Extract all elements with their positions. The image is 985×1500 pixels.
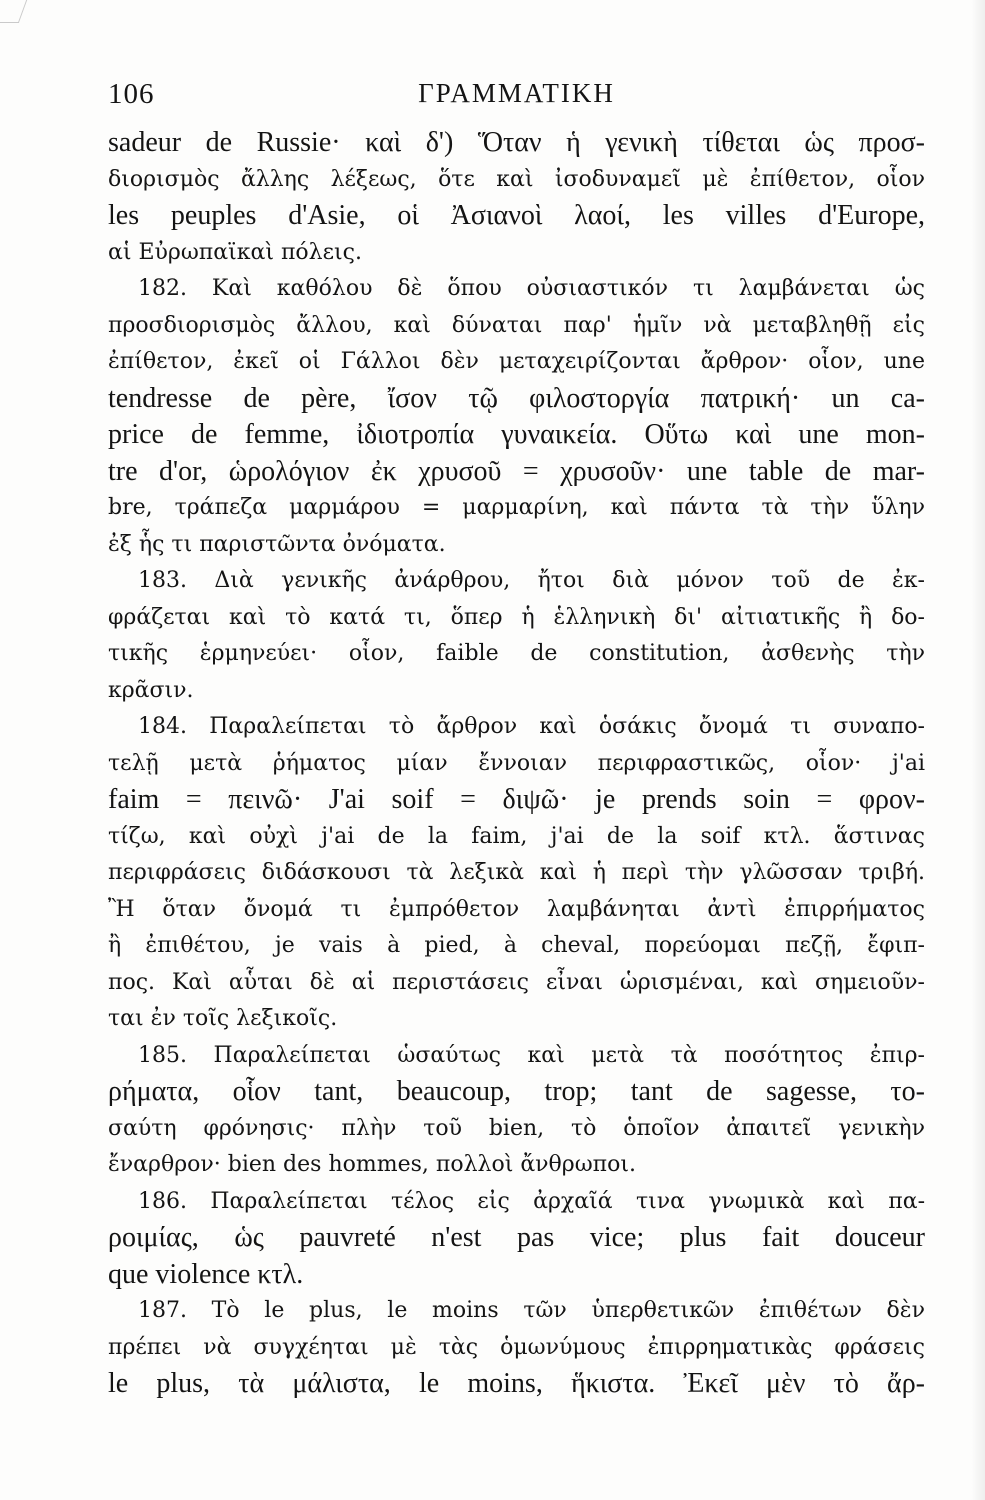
text-line: σαύτη φρόνησις· πλὴν τοῦ bien, τὸ ὁποῖον ἀπαιτεῖ γενικὴν: [108, 1115, 925, 1141]
text-line: faim = πεινῶ· J'ai soif = διψῶ· je prends soin = φρον-: [108, 784, 925, 815]
paragraph-185-start: 185. Παραλείπεται ὡσαύτως καὶ μετὰ τὰ ποσότητος ἐπιρ-: [138, 1042, 925, 1068]
text-line: περιφράσεις διδάσκουσι τὰ λεξικὰ καὶ ἡ περὶ τὴν γλῶσσαν τριβή.: [108, 860, 925, 885]
text-line: διορισμὸς ἄλλης λέξεως, ὅτε καὶ ἰσοδυναμεῖ μὲ ἐπίθετον, οἷον: [108, 166, 925, 192]
text-line: προσδιορισμὸς ἄλλου, καὶ δύναται παρ' ἡμῖν νὰ μεταβληθῇ εἰς: [108, 312, 925, 338]
text-line: que violence κτλ.: [108, 1258, 304, 1290]
paragraph-186-start: 186. Παραλείπεται τέλος εἰς ἀρχαῖά τινα γνωμικὰ καὶ πα-: [138, 1188, 925, 1214]
paragraph-183-start: 183. Διὰ γενικῆς ἀνάρθρου, ἤτοι διὰ μόνον τοῦ de ἐκ-: [138, 568, 925, 593]
running-title: ΓΡΑΜΜΑΤΙΚΗ: [418, 78, 615, 108]
text-line: price de femme, ἰδιοτροπία γυναικεία. Οὕτω καὶ une mon-: [108, 419, 925, 450]
text-line: le plus, τὰ μάλιστα, le moins, ἥκιστα. Ἐκεῖ μὲν τὸ ἄρ-: [108, 1368, 925, 1399]
text-line: tre d'or, ὡρολόγιον ἐκ χρυσοῦ = χρυσοῦν· une table de mar-: [108, 455, 925, 487]
page-number: 106: [108, 78, 155, 110]
text-line: tendresse de père, ἴσον τῷ φιλοστοργία πατρική· un ca-: [108, 382, 925, 414]
text-line: ται ἐν τοῖς λεξικοῖς.: [108, 1006, 338, 1031]
text-line: φράζεται καὶ τὸ κατά τι, ὅπερ ἡ ἑλληνικὴ δι' αἰτιατικῆς ἢ δο-: [108, 604, 925, 630]
text-line: τικῆς ἑρμηνεύει· οἷον, faible de constitution, ἀσθενὴς τὴν: [108, 641, 925, 666]
text-line: πρέπει νὰ συγχέηται μὲ τὰς ὁμωνύμους ἐπιρρηματικὰς φράσεις: [108, 1334, 925, 1360]
text-line: κρᾶσιν.: [108, 677, 194, 703]
text-line: ἔναρθρον· bien des hommes, πολλοὶ ἄνθρωποι.: [108, 1152, 636, 1177]
text-line: τελῇ μετὰ ῥήματος μίαν ἔννοιαν περιφραστικῶς, οἷον· j'ai: [108, 750, 925, 776]
paragraph-182-start: 182. Καὶ καθόλου δὲ ὅπου οὐσιαστικόν τι λαμβάνεται ὡς: [138, 276, 925, 301]
text-line: αἱ Εὐρωπαϊκαὶ πόλεις.: [108, 239, 362, 265]
text-line: bre, τράπεζα μαρμάρου = μαρμαρίνη, καὶ πάντα τὰ τὴν ὕλην: [108, 495, 925, 520]
text-line: les peuples d'Asie, οἱ Ἀσιανοὶ λαοί, les villes d'Europe,: [108, 200, 925, 231]
text-line: sadeur de Russie· καὶ δ') Ὅταν ἡ γενικὴ τίθεται ὡς προσ-: [108, 127, 925, 158]
text-line: ἢ ἐπιθέτου, je vais à pied, à cheval, πορεύομαι πεζῇ, ἔφιπ-: [108, 933, 925, 958]
page-edge-shadow: [971, 0, 985, 1500]
paragraph-187-start: 187. Τὸ le plus, le moins τῶν ὑπερθετικῶν ἐπιθέτων δὲν: [138, 1298, 925, 1323]
body-text: [108, 125, 925, 1403]
text-line: ἐξ ἧς τι παριστῶντα ὀνόματα.: [108, 531, 446, 557]
text-line: ρήματα, οἷον tant, beaucoup, trop; tant de sagesse, το-: [108, 1076, 925, 1107]
text-line: Ἢ ὅταν ὄνομά τι ἐμπρόθετον λαμβάνηται ἀντὶ ἐπιρρήματος: [108, 896, 925, 922]
text-line: πος. Καὶ αὗται δὲ αἱ περιστάσεις εἶναι ὡρισμέναι, καὶ σημειοῦν-: [108, 969, 925, 995]
text-line: ροιμίας, ὡς pauvreté n'est pas vice; plus fait douceur: [108, 1222, 925, 1253]
text-line: ἐπίθετον, ἐκεῖ οἱ Γάλλοι δὲν μεταχειρίζονται ἄρθρον· οἷον, une: [108, 349, 925, 374]
text-line: τίζω, καὶ οὐχὶ j'ai de la faim, j'ai de la soif κτλ. ἅστινας: [108, 823, 925, 849]
page-header: [108, 78, 925, 118]
corner-fold-mark: [0, 0, 27, 23]
paragraph-184-start: 184. Παραλείπεται τὸ ἄρθρον καὶ ὁσάκις ὄνομά τι συναπο-: [138, 714, 925, 739]
